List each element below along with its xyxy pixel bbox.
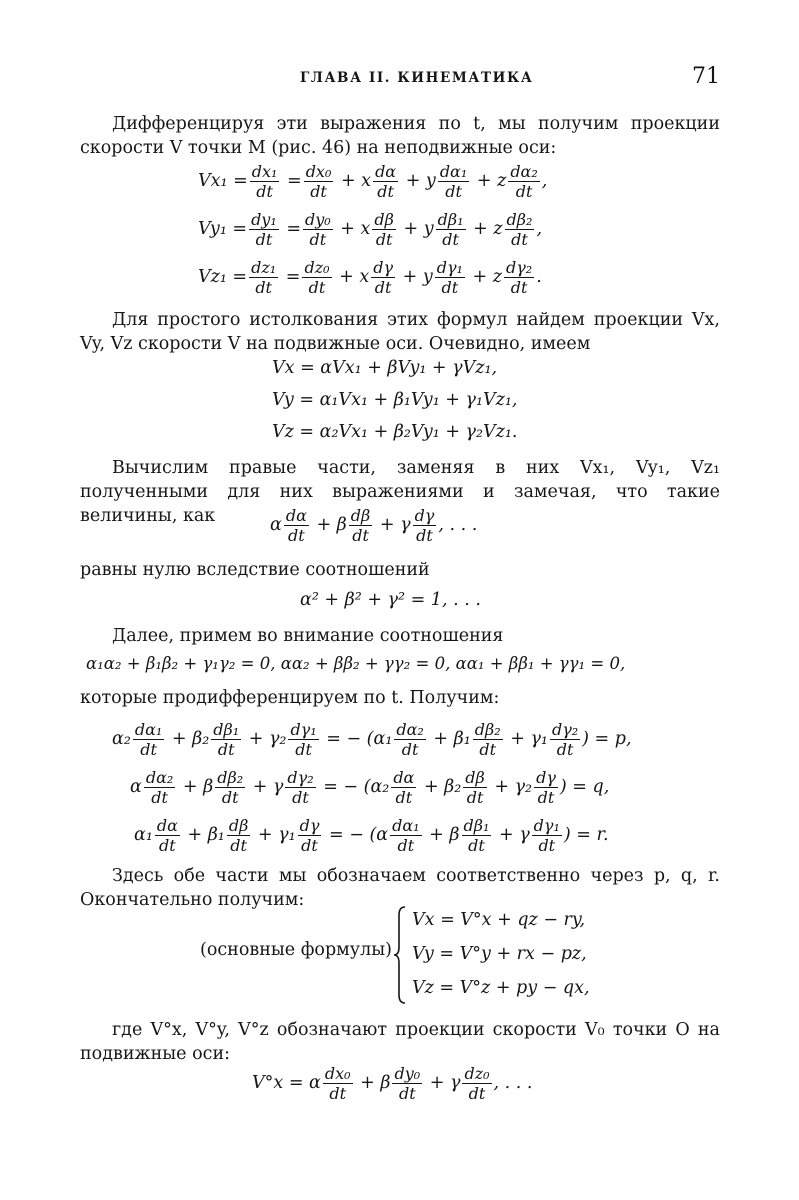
paragraph-differentiation: Дифференцируя эти выражения по t, мы получим проекции скорости V точки M (рис. 46) на неподвижные оси: — [80, 114, 720, 158]
eq-velocity-x1: Vx₁ = $\frac{\text{dx₁}}{dt}$ = $\frac{\text{dx₀}}{dt}$ + x $\frac{d\alpha}{dt}$ + y $\frac{\text{dα₁}}{dt}$ + z $\frac{\text{dα₂}}{dt}$ , — [198, 162, 548, 201]
eq-angular-p: α₂ $\frac{\text{dα₁}}{dt}$ + β₂ $\frac{\text{dβ₁}}{dt}$ + γ₂ $\frac{\text{dγ₁}}{dt}$ = − (α₁ $\frac{\text{dα₂}}{dt}$ + β₁ $\frac{\text{dβ₂}}{dt}$ + γ₁ $\frac{\text{dγ₂}}{dt}$ ) = p, — [112, 720, 632, 759]
paragraph-zero: равны нулю вследствие соотношений — [80, 560, 430, 580]
paragraph-interpretation: Для простого истолкования этих формул найдем проекции Vx, Vy, Vz скорости V на подвижные оси. Очевидно, имеем — [80, 310, 720, 354]
eq-normalization: α² + β² + γ² = 1, . . . — [300, 590, 481, 610]
eq-main-vx: Vx = V°x + qz − ry, — [412, 910, 586, 930]
page-number: 71 — [692, 64, 720, 89]
paragraph-origin-velocity: где V°x, V°y, V°z обозначают проекции скорости V₀ точки O на подвижные оси: — [80, 1020, 720, 1064]
eq-zero-sum: α $\frac{d\alpha}{dt}$ + β $\frac{d\beta}{dt}$ + γ $\frac{d\gamma}{dt}$ , . . . — [270, 506, 478, 545]
running-header — [0, 66, 799, 96]
chapter-title: ГЛАВА II. КИНЕМАТИКА — [300, 70, 534, 86]
paragraph-notation: Здесь обе части мы обозначаем соответственно через p, q, r. Окончательно получим: — [80, 866, 720, 910]
eq-velocity-z1: Vz₁ = $\frac{\text{dz₁}}{dt}$ = $\frac{\text{dz₀}}{dt}$ + x $\frac{d\gamma}{dt}$ + y $\frac{\text{dγ₁}}{dt}$ + z $\frac{\text{dγ₂}}{dt}$ . — [198, 258, 542, 297]
main-formulas-label: (основные формулы) — [200, 940, 392, 960]
paragraph-relations: Далее, примем во внимание соотношения — [112, 626, 504, 646]
eq-moving-vz: Vz = α₂Vx₁ + β₂Vy₁ + γ₂Vz₁. — [272, 422, 518, 442]
eq-main-vy: Vy = V°y + rx − pz, — [412, 944, 587, 964]
left-brace — [393, 905, 407, 1005]
eq-moving-vx: Vx = αVx₁ + βVy₁ + γVz₁, — [272, 358, 498, 378]
eq-main-vz: Vz = V°z + py − qx, — [412, 978, 590, 998]
eq-orthogonality: α₁α₂ + β₁β₂ + γ₁γ₂ = 0, αα₂ + ββ₂ + γγ₂ = 0, αα₁ + ββ₁ + γγ₁ = 0, — [86, 654, 626, 673]
eq-angular-r: α₁ $\frac{d\alpha}{dt}$ + β₁ $\frac{d\beta}{dt}$ + γ₁ $\frac{d\gamma}{dt}$ = − (α $\frac{\text{dα₁}}{dt}$ + β $\frac{\text{dβ₁}}{dt}$ + γ $\frac{\text{dγ₁}}{dt}$ ) = r. — [134, 816, 609, 855]
paragraph-differentiate: которые продифференцируем по t. Получим: — [80, 688, 500, 708]
eq-angular-q: α $\frac{\text{dα₂}}{dt}$ + β $\frac{\text{dβ₂}}{dt}$ + γ $\frac{\text{dγ₂}}{dt}$ = − (α₂ $\frac{d\alpha}{dt}$ + β₂ $\frac{d\beta}{dt}$ + γ₂ $\frac{d\gamma}{dt}$ ) = q, — [130, 768, 610, 807]
eq-origin-velocity: V°x = α $\frac{\text{dx₀}}{dt}$ + β $\frac{\text{dy₀}}{dt}$ + γ $\frac{\text{dz₀}}{dt}$ , . . . — [252, 1064, 533, 1103]
eq-velocity-y1: Vy₁ = $\frac{\text{dy₁}}{dt}$ = $\frac{\text{dy₀}}{dt}$ + x $\frac{d\beta}{dt}$ + y $\frac{\text{dβ₁}}{dt}$ + z $\frac{\text{dβ₂}}{dt}$ , — [198, 210, 543, 249]
paragraph-compute: Вычислим правые части, заменяя в них Vx₁, Vy₁, Vz₁ полученными для них выражениями и замечая, что такие величины, как — [80, 458, 720, 526]
eq-moving-vy: Vy = α₁Vx₁ + β₁Vy₁ + γ₁Vz₁, — [272, 390, 518, 410]
